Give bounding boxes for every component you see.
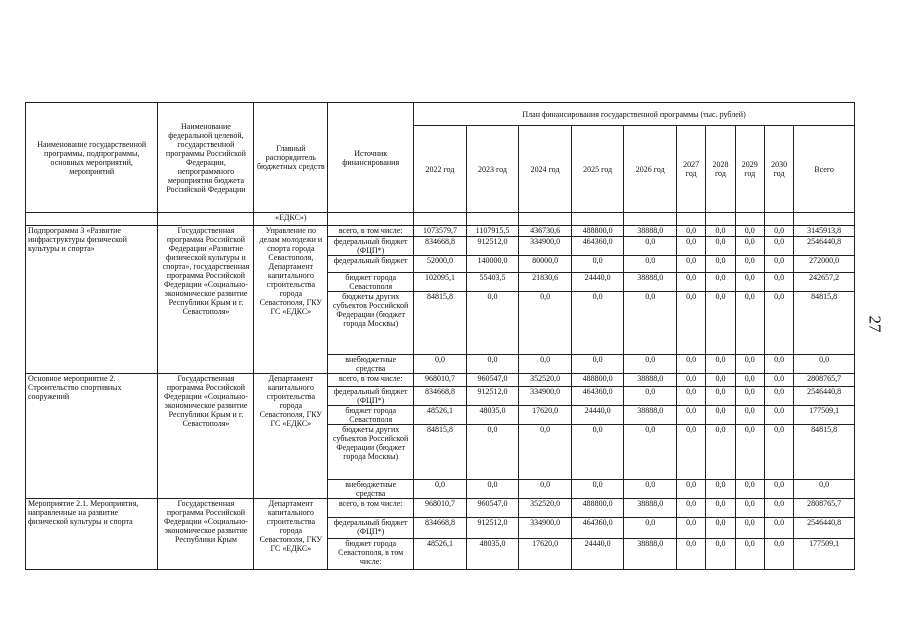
row-value-cell: 0,0 xyxy=(706,480,735,499)
row-funding-source: федеральный бюджет (ФЦП*) xyxy=(328,518,414,539)
row-value-cell: 0,0 xyxy=(676,273,705,292)
row-value-cell: 0,0 xyxy=(706,256,735,273)
row-funding-source: бюджеты других субъектов Российской Федерации (бюджет города Москвы) xyxy=(328,425,414,480)
row-funding-source: всего, в том числе: xyxy=(328,226,414,237)
row-value-cell: 2808765,7 xyxy=(794,374,855,387)
row-value-cell: 0,0 xyxy=(571,256,624,273)
row-value-cell: 0,0 xyxy=(519,480,572,499)
row-value-cell: 0,0 xyxy=(414,355,467,374)
row-value-cell: 0,0 xyxy=(624,256,677,273)
row-value-cell: 2546440,8 xyxy=(794,518,855,539)
row-value-cell: 0,0 xyxy=(676,518,705,539)
header-year: 2030 год xyxy=(764,126,793,213)
row-value-cell: 0,0 xyxy=(466,425,519,480)
row-value-cell: 968010,7 xyxy=(414,374,467,387)
row-value-cell: 0,0 xyxy=(764,237,793,256)
header-source: Источник финансирования xyxy=(328,103,414,213)
table-row xyxy=(26,226,855,237)
row-value-cell: 0,0 xyxy=(764,425,793,480)
row-value-cell: 38888,0 xyxy=(624,406,677,425)
row-value-cell: 0,0 xyxy=(706,406,735,425)
row-value-cell: 0,0 xyxy=(706,539,735,570)
row-value-cell: 0,0 xyxy=(676,256,705,273)
row-value-cell: 0,0 xyxy=(624,387,677,406)
row-value-cell: 0,0 xyxy=(519,425,572,480)
row-value-cell: 0,0 xyxy=(764,256,793,273)
row-value-cell: 0,0 xyxy=(676,387,705,406)
row-value-cell: 0,0 xyxy=(764,499,793,518)
row-value-cell: 0,0 xyxy=(764,387,793,406)
row-value-cell: 2808765,7 xyxy=(794,499,855,518)
row-value-cell: 0,0 xyxy=(735,256,764,273)
row-federal-program: Государственная программа Российской Федерации «Развитие физической культуры и спорта», государственная программа Российской Федерации «Социально-экономическое развитие Республики Крым и г. Севастополя» xyxy=(158,226,254,374)
row-value-cell: 912512,0 xyxy=(466,237,519,256)
row-value-cell: 102095,1 xyxy=(414,273,467,292)
row-value-cell: 0,0 xyxy=(735,539,764,570)
header-year: 2029 год xyxy=(735,126,764,213)
row-value-cell: 464360,0 xyxy=(571,387,624,406)
row-value-cell: 38888,0 xyxy=(624,226,677,237)
row-value-cell: 0,0 xyxy=(764,226,793,237)
row-program-name: Подпрограмма 3 «Развитие инфраструктуры физической культуры и спорта» xyxy=(26,226,158,374)
row-value-cell: 242657,2 xyxy=(794,273,855,292)
row-value-cell: 0,0 xyxy=(764,355,793,374)
row-value-cell: 0,0 xyxy=(735,226,764,237)
row-value-cell: 38888,0 xyxy=(624,499,677,518)
header-year: 2025 год xyxy=(571,126,624,213)
row-value-cell: 0,0 xyxy=(706,387,735,406)
row-value-cell: 488800,0 xyxy=(571,499,624,518)
row-funding-source: всего, в том числе: xyxy=(328,374,414,387)
row-value-cell: 960547,0 xyxy=(466,499,519,518)
row-value-cell: 0,0 xyxy=(466,355,519,374)
row-value-cell: 52000,0 xyxy=(414,256,467,273)
row-funding-source: федеральный бюджет (ФЦП*) xyxy=(328,237,414,256)
row-value-cell: 334900,0 xyxy=(519,237,572,256)
row-value-cell: 84815,8 xyxy=(414,425,467,480)
row-program-name: Основное мероприятие 2. Строительство спортивных сооружений xyxy=(26,374,158,499)
row-value-cell: 84815,8 xyxy=(414,292,467,355)
row-value-cell: 0,0 xyxy=(764,374,793,387)
row-value-cell: 24440,0 xyxy=(571,273,624,292)
row-funding-source: бюджеты других субъектов Российской Федерации (бюджет города Москвы) xyxy=(328,292,414,355)
header-year: 2028 год xyxy=(706,126,735,213)
row-value-cell: 464360,0 xyxy=(571,237,624,256)
row-value-cell: 0,0 xyxy=(624,518,677,539)
row-value-cell: 0,0 xyxy=(676,499,705,518)
header-plan-title: План финансирования государственной программы (тыс. рублей) xyxy=(414,103,855,126)
header-year: 2026 год xyxy=(624,126,677,213)
row-value-cell: 2546440,8 xyxy=(794,387,855,406)
row-value-cell: 912512,0 xyxy=(466,518,519,539)
row-value-cell: 0,0 xyxy=(571,292,624,355)
row-value-cell: 0,0 xyxy=(519,355,572,374)
row-value-cell: 0,0 xyxy=(735,480,764,499)
header-federal-program: Наименование федеральной целевой, государственной программы Российской Федерации, непрограммного мероприятия бюджета Российской Федерации xyxy=(158,103,254,213)
row-value-cell: 0,0 xyxy=(624,237,677,256)
row-admin: Департамент капитального строительства города Севастополя, ГКУ ГС «ЕДКС» xyxy=(254,499,328,570)
row-value-cell: 0,0 xyxy=(706,355,735,374)
header-year: 2023 год xyxy=(466,126,519,213)
row-value-cell: 38888,0 xyxy=(624,539,677,570)
row-admin: Управление по делам молодежи и спорта города Севастополя, Департамент капитального строительства города Севастополя, ГКУ ГС «ЕДКС» xyxy=(254,226,328,374)
row-value-cell: 38888,0 xyxy=(624,374,677,387)
row-value-cell: 352520,0 xyxy=(519,374,572,387)
row-value-cell: 834668,8 xyxy=(414,387,467,406)
row-value-cell: 464360,0 xyxy=(571,518,624,539)
row-value-cell: 177509,1 xyxy=(794,406,855,425)
row-value-cell: 0,0 xyxy=(764,518,793,539)
row-value-cell: 84815,8 xyxy=(794,292,855,355)
carry-over-text: «ЕДКС») xyxy=(254,213,328,226)
row-value-cell: 0,0 xyxy=(571,480,624,499)
row-value-cell: 334900,0 xyxy=(519,387,572,406)
row-value-cell: 0,0 xyxy=(624,480,677,499)
row-federal-program: Государственная программа Российской Федерации «Социально-экономическое развитие Республики Крым xyxy=(158,499,254,570)
row-value-cell: 0,0 xyxy=(706,237,735,256)
row-value-cell: 1073579,7 xyxy=(414,226,467,237)
row-value-cell: 0,0 xyxy=(735,425,764,480)
row-value-cell: 17620,0 xyxy=(519,539,572,570)
table-body xyxy=(26,226,855,570)
row-value-cell: 0,0 xyxy=(735,406,764,425)
row-value-cell: 24440,0 xyxy=(571,539,624,570)
row-value-cell: 488800,0 xyxy=(571,226,624,237)
row-value-cell: 0,0 xyxy=(735,273,764,292)
table-row xyxy=(26,499,855,518)
header-name: Наименование государственной программы, подпрограммы, основных мероприятий, мероприятий xyxy=(26,103,158,213)
row-value-cell: 0,0 xyxy=(571,355,624,374)
row-value-cell: 0,0 xyxy=(706,374,735,387)
row-value-cell: 488800,0 xyxy=(571,374,624,387)
row-value-cell: 0,0 xyxy=(764,292,793,355)
row-value-cell: 140000,0 xyxy=(466,256,519,273)
row-funding-source: бюджет города Севастополя, в том числе: xyxy=(328,539,414,570)
row-value-cell: 334900,0 xyxy=(519,518,572,539)
page-number: 27 xyxy=(865,315,885,333)
row-value-cell: 0,0 xyxy=(676,480,705,499)
row-value-cell: 0,0 xyxy=(735,355,764,374)
row-value-cell: 0,0 xyxy=(676,374,705,387)
row-value-cell: 912512,0 xyxy=(466,387,519,406)
row-value-cell: 834668,8 xyxy=(414,237,467,256)
row-value-cell: 55403,5 xyxy=(466,273,519,292)
row-value-cell: 834668,8 xyxy=(414,518,467,539)
row-value-cell: 0,0 xyxy=(676,355,705,374)
row-value-cell: 0,0 xyxy=(735,518,764,539)
row-value-cell: 968010,7 xyxy=(414,499,467,518)
header-admin: Главный распорядитель бюджетных средств xyxy=(254,103,328,213)
row-value-cell: 0,0 xyxy=(764,539,793,570)
row-funding-source: бюджет города Севастополя xyxy=(328,406,414,425)
row-value-cell: 48526,1 xyxy=(414,539,467,570)
row-value-cell: 0,0 xyxy=(571,425,624,480)
header-year: 2024 год xyxy=(519,126,572,213)
row-value-cell: 38888,0 xyxy=(624,273,677,292)
row-value-cell: 0,0 xyxy=(676,539,705,570)
row-value-cell: 2546440,8 xyxy=(794,237,855,256)
row-value-cell: 272000,0 xyxy=(794,256,855,273)
row-value-cell: 48526,1 xyxy=(414,406,467,425)
row-funding-source: федеральный бюджет (ФЦП*) xyxy=(328,387,414,406)
header-year: 2022 год xyxy=(414,126,467,213)
row-value-cell: 352520,0 xyxy=(519,499,572,518)
row-value-cell: 0,0 xyxy=(466,292,519,355)
row-value-cell: 177509,1 xyxy=(794,539,855,570)
financing-table xyxy=(25,102,855,570)
row-funding-source: бюджет города Севастополя xyxy=(328,273,414,292)
row-value-cell: 48035,0 xyxy=(466,539,519,570)
row-value-cell: 0,0 xyxy=(735,292,764,355)
carry-over-row xyxy=(26,213,855,226)
row-value-cell: 0,0 xyxy=(706,499,735,518)
row-value-cell: 0,0 xyxy=(764,273,793,292)
row-value-cell: 0,0 xyxy=(676,292,705,355)
row-value-cell: 24440,0 xyxy=(571,406,624,425)
row-value-cell: 0,0 xyxy=(414,480,467,499)
row-value-cell: 436730,6 xyxy=(519,226,572,237)
row-program-name: Мероприятие 2.1. Мероприятия, направленные на развитие физической культуры и спорта xyxy=(26,499,158,570)
row-admin: Департамент капитального строительства города Севастополя, ГКУ ГС «ЕДКС» xyxy=(254,374,328,499)
row-value-cell: 0,0 xyxy=(794,355,855,374)
row-value-cell: 0,0 xyxy=(735,499,764,518)
row-value-cell: 0,0 xyxy=(794,480,855,499)
row-funding-source: внебюджетные средства xyxy=(328,480,414,499)
row-value-cell: 48035,0 xyxy=(466,406,519,425)
row-value-cell: 0,0 xyxy=(624,355,677,374)
row-value-cell: 0,0 xyxy=(764,480,793,499)
header-year: 2027 год xyxy=(676,126,705,213)
row-value-cell: 3145913,8 xyxy=(794,226,855,237)
financing-table-wrapper xyxy=(25,102,855,570)
row-value-cell: 0,0 xyxy=(706,226,735,237)
row-value-cell: 960547,0 xyxy=(466,374,519,387)
row-federal-program: Государственная программа Российской Федерации «Социально-экономическое развитие Республики Крым и г. Севастополя» xyxy=(158,374,254,499)
row-value-cell: 0,0 xyxy=(735,237,764,256)
row-value-cell: 21830,6 xyxy=(519,273,572,292)
row-value-cell: 0,0 xyxy=(735,387,764,406)
row-value-cell: 0,0 xyxy=(735,374,764,387)
row-funding-source: федеральный бюджет xyxy=(328,256,414,273)
row-value-cell: 0,0 xyxy=(676,237,705,256)
row-value-cell: 0,0 xyxy=(706,425,735,480)
row-funding-source: всего, в том числе: xyxy=(328,499,414,518)
row-value-cell: 0,0 xyxy=(624,425,677,480)
row-value-cell: 0,0 xyxy=(706,518,735,539)
row-value-cell: 0,0 xyxy=(706,273,735,292)
row-value-cell: 0,0 xyxy=(519,292,572,355)
row-value-cell: 80000,0 xyxy=(519,256,572,273)
row-funding-source: внебюджетные средства xyxy=(328,355,414,374)
row-value-cell: 0,0 xyxy=(624,292,677,355)
row-value-cell: 0,0 xyxy=(676,226,705,237)
row-value-cell: 0,0 xyxy=(706,292,735,355)
row-value-cell: 0,0 xyxy=(676,406,705,425)
row-value-cell: 84815,8 xyxy=(794,425,855,480)
row-value-cell: 1107915,5 xyxy=(466,226,519,237)
table-header xyxy=(26,103,855,226)
table-row xyxy=(26,374,855,387)
row-value-cell: 0,0 xyxy=(764,406,793,425)
row-value-cell: 17620,0 xyxy=(519,406,572,425)
row-value-cell: 0,0 xyxy=(466,480,519,499)
header-year: Всего xyxy=(794,126,855,213)
row-value-cell: 0,0 xyxy=(676,425,705,480)
